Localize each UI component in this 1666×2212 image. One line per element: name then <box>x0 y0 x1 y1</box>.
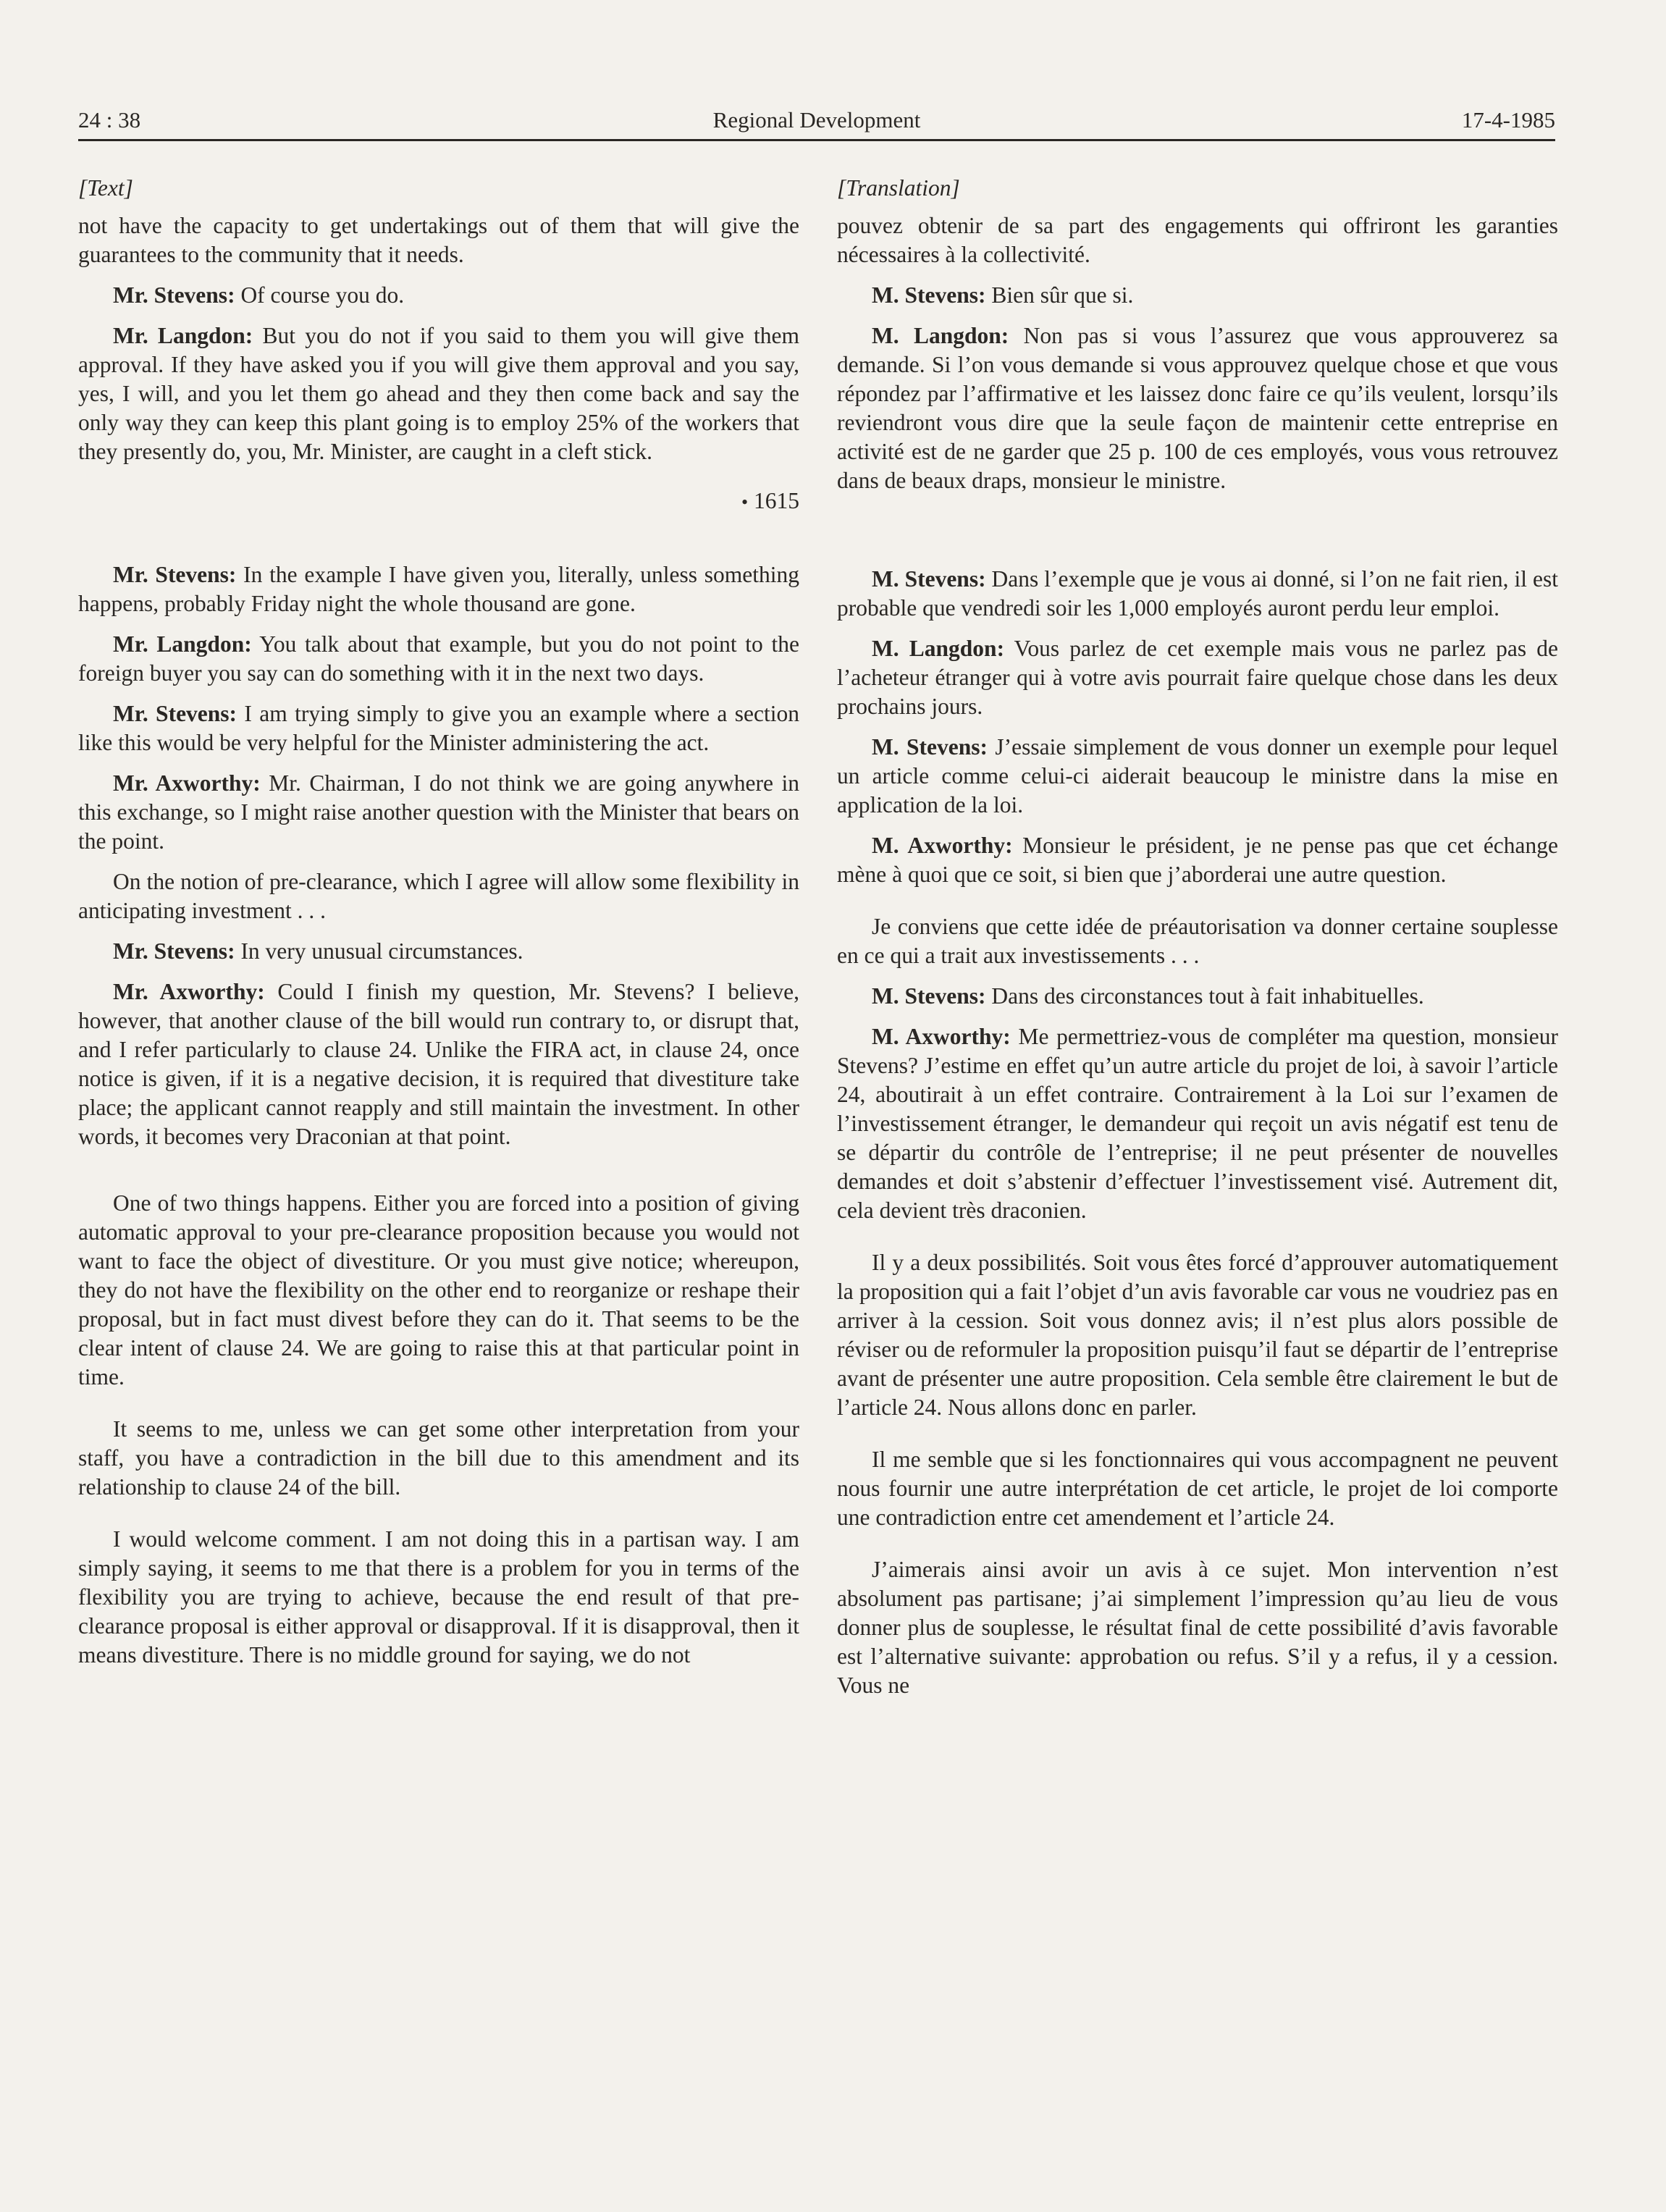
paragraph: Mr. Langdon: You talk about that example, but you do not point to the foreign buyer you say can do something with it in the next two days. <box>78 631 799 686</box>
speaker-name: M. Stevens: <box>872 983 986 1009</box>
french-column <box>837 174 1558 1712</box>
english-column <box>78 174 799 1681</box>
paragraph: Il y a deux possibilités. Soit vous êtes forcé d’approuver automatiquement la proposition qui a fait l’objet d’un avis favorable car vous ne voudriez pas en arriver à la cession. Soit vous donnez avis; il n’est plus alors possible de réviser ou de reformuler la proposition puisqu’il faut se départir de l’entreprise avant de présenter une autre proposition. Cela semble être clairement le but de l’article 24. Nous allons donc en parler. <box>837 1250 1558 1420</box>
speaker-name: M. Stevens: <box>872 566 986 592</box>
speaker-name: Mr. Axworthy: <box>113 770 261 796</box>
paragraph: Mr. Stevens: I am trying simply to give you an example where a section like this would be very helpful for the Minister administering the act. <box>78 701 799 755</box>
speaker-name: M. Langdon: <box>872 636 1005 661</box>
time-marker-value: 1615 <box>754 488 799 513</box>
paragraph: On the notion of pre-clearance, which I agree will allow some flexibility in anticipating investment . . . <box>78 869 799 923</box>
paragraph: Il me semble que si les fonctionnaires qui vous accompagnent ne peuvent nous fournir une autre interprétation de cet article, le projet de loi comporte une contradiction entre cet amendement et l’article 24. <box>837 1447 1558 1530</box>
paragraph: One of two things happens. Either you are forced into a position of giving automatic approval to your pre-clearance proposition because you would not want to face the object of divestiture. Or you must give notice; whereupon, they do not have the flexibility on the other end to reorganize or reshape their proposal, but in fact must divest before they can do it. That seems to be the clear intent of clause 24. We are going to raise this at that particular point in time. <box>78 1190 799 1389</box>
paragraph: pouvez obtenir de sa part des engagements qui offriront les garanties nécessaires à la collectivité. <box>837 213 1558 267</box>
paragraph: M. Langdon: Non pas si vous l’assurez que vous approuverez sa demande. Si l’on vous demande si vous approuvez quelque chose et que vous répondez par l’affirmative et les laissez donc faire ce qu’ils veulent, lorsqu’ils reviendront vous dire que la seule façon de maintenir cette entreprise en activité est de ne garder que 25 p. 100 de ces employés, vous vous retrouvez dans de beaux draps, monsieur le ministre. <box>837 323 1558 493</box>
paragraph: Mr. Stevens: In the example I have given you, literally, unless something happens, probably Friday night the whole thousand are gone. <box>78 562 800 616</box>
speaker-name: Mr. Stevens: <box>113 282 235 308</box>
speaker-name: M. Stevens: <box>872 282 986 308</box>
speaker-name: Mr. Langdon: <box>113 631 252 657</box>
bullet-icon: • <box>741 492 749 513</box>
paragraph: I would welcome comment. I am not doing this in a partisan way. I am simply saying, it seems to me that there is a problem for you in terms of the flexibility you are trying to achieve, because the end result of that pre-clearance proposal is either approval or disapproval. If it is disapproval, then it means divestiture. There is no middle ground for saying, we do not <box>78 1526 799 1668</box>
paragraph: J’aimerais ainsi avoir un avis à ce sujet. Mon intervention n’est absolument pas partisane; j’ai simplement l’impression qu’au lieu de vous donner plus de souplesse, le résultat final de cette possibilité d’avis favorable est l’alternative suivante: approbation ou refus. S’il y a refus, il y a cession. Vous ne <box>837 1557 1558 1698</box>
paragraph: M. Stevens: Dans l’exemple que je vous ai donné, si l’on ne fait rien, il est probable que vendredi soir les 1,000 employés auront perdu leur emploi. <box>837 566 1558 621</box>
speaker-name: M. Stevens: <box>872 734 988 760</box>
speaker-name: Mr. Stevens: <box>113 562 237 587</box>
speaker-name: M. Langdon: <box>872 323 1009 348</box>
speaker-name: M. Axworthy: <box>872 1024 1011 1049</box>
paragraph: Mr. Langdon: But you do not if you said to them you will give them approval. If they have asked you if you will give them approval and you say, yes, I will, and you let them go ahead and they then come back and say the only way they can keep this plant going is to employ 25% of the workers that they presently do, you, Mr. Minister, are caught in a cleft stick. <box>78 323 799 464</box>
paragraph: Je conviens que cette idée de préautorisation va donner certaine souplesse en ce qui a trait aux investissements . . . <box>837 914 1558 968</box>
paragraph: M. Stevens: Dans des circonstances tout à fait inhabituelles. <box>872 983 1424 1009</box>
paragraph: M. Axworthy: Monsieur le président, je ne pense pas que cet échange mène à quoi que ce soit, si bien que j’aborderai une autre question. <box>837 833 1558 887</box>
paragraph: M. Axworthy: Me permettriez-vous de compléter ma question, monsieur Stevens? J’estime en effet qu’un autre article du projet de loi, à savoir l’article 24, aboutirait à un effet contraire. Contrairement à la Loi sur l’examen de l’investissement étranger, le demandeur qui reçoit un avis négatif est tenu de se départir du contrôle de l’entreprise; il ne peut présenter de nouvelles demandes et doit s’abstenir d’effectuer l’investissement visé. Autrement dit, cela devient très draconien. <box>837 1024 1558 1223</box>
time-marker <box>78 487 799 517</box>
text-label: [Text] <box>78 175 133 201</box>
page-number: 24 : 38 <box>78 107 141 133</box>
paragraph: Mr. Axworthy: Could I finish my question, Mr. Stevens? I believe, however, that another clause of the bill would run contrary to, or disrupt that, and I refer particularly to clause 24. Unlike the FIRA act, in clause 24, once notice is given, if it is a negative decision, it is required that divestiture take place; the applicant cannot reapply and still maintain the investment. In other words, it becomes very Draconian at that point. <box>78 979 799 1149</box>
paragraph: M. Langdon: Vous parlez de cet exemple mais vous ne parlez pas de l’acheteur étranger qui à votre avis pourrait faire quelque chose dans les deux prochains jours. <box>837 636 1558 719</box>
speaker-name: M. Axworthy: <box>872 833 1013 858</box>
running-title: Regional Development <box>712 107 921 133</box>
paragraph: Mr. Stevens: In very unusual circumstances. <box>113 938 523 964</box>
paragraph: M. Stevens: J’essaie simplement de vous donner un exemple pour lequel un article comme celui-ci aiderait beaucoup le ministre dans la mise en application de la loi. <box>837 734 1558 817</box>
paragraph: M. Stevens: Bien sûr que si. <box>872 282 1134 308</box>
page-header <box>78 103 1555 141</box>
translation-label: [Translation] <box>837 175 960 201</box>
paragraph: It seems to me, unless we can get some other interpretation from your staff, you have a contradiction in the bill due to this amendment and its relationship to clause 24 of the bill. <box>78 1416 799 1500</box>
speaker-name: Mr. Axworthy: <box>113 979 265 1004</box>
speaker-name: Mr. Langdon: <box>113 323 253 348</box>
speaker-name: Mr. Stevens: <box>113 938 235 964</box>
paragraph: Mr. Axworthy: Mr. Chairman, I do not think we are going anywhere in this exchange, so I might raise another question with the Minister that bears on the point. <box>78 770 799 854</box>
paragraph: not have the capacity to get undertakings out of them that will give the guarantees to the community that it needs. <box>78 213 799 267</box>
page-date: 17-4-1985 <box>1461 107 1555 133</box>
speaker-name: Mr. Stevens: <box>113 701 237 726</box>
paragraph: Mr. Stevens: Of course you do. <box>113 282 405 308</box>
